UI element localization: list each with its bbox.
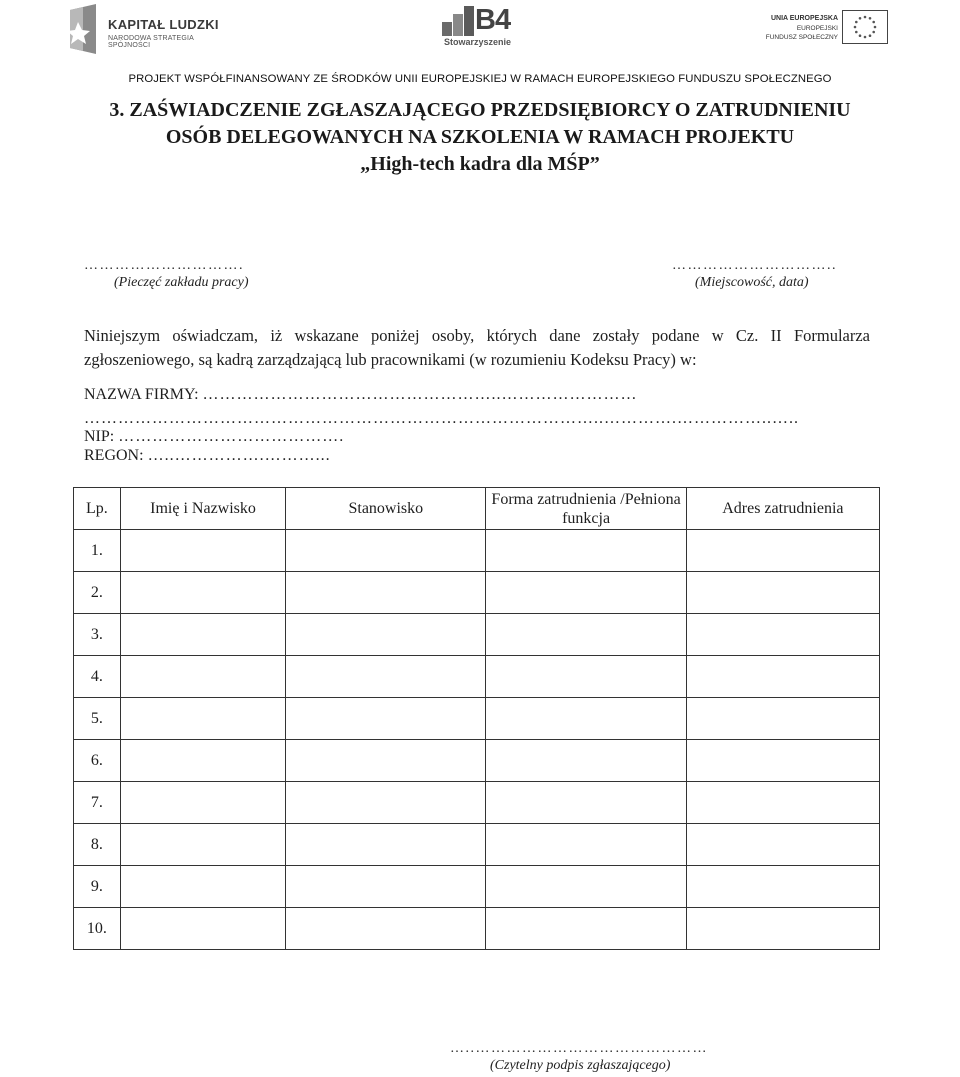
signature-dots: …..……………………………………… [450,1041,708,1056]
regon-field [84,447,331,465]
cell-address[interactable] [686,740,879,782]
cell-position[interactable] [286,530,486,572]
cell-position[interactable] [286,614,486,656]
eu-logo [760,8,890,48]
cell-position[interactable] [286,824,486,866]
table-row [74,698,880,740]
cell-form[interactable] [486,740,686,782]
kapital-ludzki-icon [66,4,102,54]
kapital-ludzki-title: KAPITAŁ LUDZKI [108,17,219,32]
cell-name[interactable] [120,698,285,740]
table-row [74,908,880,950]
cell-lp: 6. [74,740,121,782]
table-row [74,572,880,614]
cell-address[interactable] [686,656,879,698]
table-row [74,656,880,698]
cell-name[interactable] [120,530,285,572]
cell-address[interactable] [686,824,879,866]
cell-form[interactable] [486,866,686,908]
staff-table [73,487,880,950]
cell-lp: 7. [74,782,121,824]
cell-name[interactable] [120,782,285,824]
stamp-dots: …………………………. [84,258,244,273]
header-name: Imię i Nazwisko [120,488,285,530]
b4-icon [442,6,478,38]
cell-form[interactable] [486,698,686,740]
project-cofinancing-line: PROJEKT WSPÓŁFINANSOWANY ZE ŚRODKÓW UNII EUROPEJSKIEJ W RAMACH EUROPEJSKIEGO FUNDUSZU SPOŁECZNEGO [128,73,832,85]
eu-line3: FUNDUSZ SPOŁECZNY [765,34,838,41]
cell-lp: 3. [74,614,121,656]
eu-line1: UNIA EUROPEJSKA [770,15,838,22]
b4-subtitle: Stowarzyszenie [444,37,512,47]
cell-name[interactable] [120,740,285,782]
nip-dots: …………………………………. [118,428,345,445]
cell-address[interactable] [686,698,879,740]
cell-name[interactable] [120,614,285,656]
place-date-caption: (Miejscowość, data) [695,275,809,290]
cell-position[interactable] [286,866,486,908]
cell-name[interactable] [120,656,285,698]
signature-caption: (Czytelny podpis zgłaszającego) [490,1058,671,1073]
cell-address[interactable] [686,530,879,572]
header-employment-form: Forma zatrudnienia /Pełniona funkcja [486,488,686,530]
table-row [74,824,880,866]
cell-position[interactable] [286,782,486,824]
company-name-label: NAZWA FIRMY: [84,386,199,403]
regon-label: REGON: [84,447,144,464]
cell-name[interactable] [120,866,285,908]
cell-form[interactable] [486,656,686,698]
regon-dots: …..…………….………... [147,447,331,464]
b4-logo [440,6,520,48]
table-row [74,866,880,908]
cell-lp: 2. [74,572,121,614]
header-address: Adres zatrudnienia [686,488,879,530]
place-date-dots: ………………………….. [672,258,837,273]
company-name-continuation [84,410,799,428]
title-line-3: „High-tech kadra dla MŚP” [360,153,600,175]
cell-position[interactable] [286,908,486,950]
cell-position[interactable] [286,656,486,698]
cell-address[interactable] [686,866,879,908]
cell-lp: 9. [74,866,121,908]
cell-form[interactable] [486,614,686,656]
title-line-2: OSÓB DELEGOWANYCH NA SZKOLENIA W RAMACH PROJEKTU [165,126,795,148]
cell-form[interactable] [486,908,686,950]
table-row [74,530,880,572]
table-row [74,740,880,782]
eu-flag-icon [842,10,888,44]
company-name-dots: ……………………………………………..…………………… [202,386,638,403]
nip-label: NIP: [84,428,115,445]
b4-title: B4 [475,4,511,36]
cell-address[interactable] [686,908,879,950]
cell-position[interactable] [286,572,486,614]
cell-lp: 4. [74,656,121,698]
declaration-text: Niniejszym oświadczam, iż wskazane poniżej osoby, których dane zostały podane w Cz. II Formularza zgłoszeniowego, są kadrą zarządzającą lub pracownikami (w rozumieniu Kodeksu Pracy) w: [84,326,870,369]
company-name-dots-2: ………………………………………………………………………………..………….……………..….. [84,410,799,427]
cell-address[interactable] [686,614,879,656]
header-lp: Lp. [74,488,121,530]
cell-lp: 10. [74,908,121,950]
cell-name[interactable] [120,908,285,950]
cell-lp: 8. [74,824,121,866]
table-header-row [74,488,880,530]
cell-lp: 5. [74,698,121,740]
title-line-1: 3. ZAŚWIADCZENIE ZGŁASZAJĄCEGO PRZEDSIĘBIORCY O ZATRUDNIENIU [109,99,851,121]
cell-position[interactable] [286,740,486,782]
kapital-ludzki-logo [66,4,236,54]
stamp-caption: (Pieczęć zakładu pracy) [114,275,249,290]
cell-address[interactable] [686,782,879,824]
cell-form[interactable] [486,824,686,866]
document-title [60,97,900,178]
cell-position[interactable] [286,698,486,740]
table-row [74,782,880,824]
kapital-ludzki-subtitle: NARODOWA STRATEGIA SPÓJNOŚCI [108,35,194,49]
cell-lp: 1. [74,530,121,572]
cell-name[interactable] [120,572,285,614]
cell-name[interactable] [120,824,285,866]
cell-form[interactable] [486,572,686,614]
company-name-field [84,386,638,404]
header-position: Stanowisko [286,488,486,530]
cell-address[interactable] [686,572,879,614]
nip-field [84,428,344,446]
table-row [74,614,880,656]
cell-form[interactable] [486,530,686,572]
cell-form[interactable] [486,782,686,824]
eu-line2: EUROPEJSKI [796,25,838,32]
